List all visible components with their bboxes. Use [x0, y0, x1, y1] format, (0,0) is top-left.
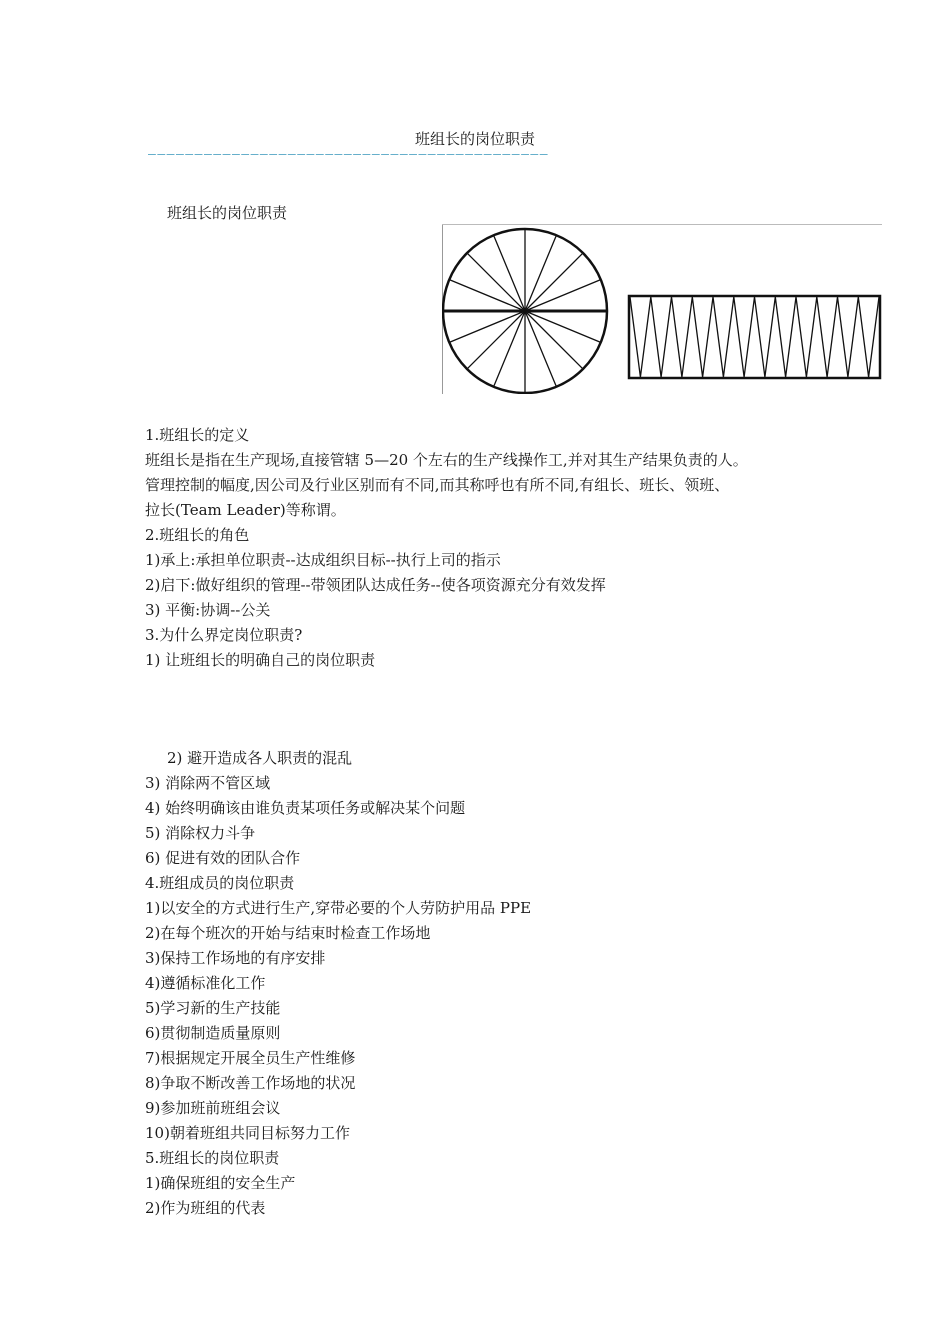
text-line: 3.为什么界定岗位职责? — [145, 626, 303, 644]
content-block-1 — [145, 423, 748, 673]
text-line: 2.班组长的角色 — [145, 526, 250, 544]
spoke-line — [525, 311, 582, 368]
text-line: 9)参加班前班组会议 — [145, 1099, 281, 1117]
text-line: 2)启下:做好组织的管理--带领团队达成任务--使各项资源充分有效发挥 — [145, 576, 606, 594]
text-line: 6) 促进有效的团队合作 — [145, 849, 301, 867]
document-subtitle: 班组长的岗位职责 — [167, 204, 288, 222]
text-line: 10)朝着班组共同目标努力工作 — [145, 1124, 350, 1142]
text-line: 2) 避开造成各人职责的混乱 — [167, 749, 353, 767]
text-line: 1.班组长的定义 — [145, 426, 250, 444]
text-line: 4.班组成员的岗位职责 — [145, 874, 295, 892]
header-divider: ——————————————————————————————————————————— — [148, 147, 550, 162]
content-block-2 — [145, 746, 531, 1221]
text-line: 4)遵循标准化工作 — [145, 974, 266, 992]
text-line: 5)学习新的生产技能 — [145, 999, 281, 1017]
spoke-line — [468, 311, 525, 368]
text-line: 3) 平衡:协调--公关 — [145, 601, 271, 619]
text-line: 班组长是指在生产现场,直接管辖 5—20 个左右的生产线操作工,并对其生产结果负责的人。 — [145, 451, 748, 469]
text-line: 7)根据规定开展全员生产性维修 — [145, 1049, 356, 1067]
text-line: 3)保持工作场地的有序安排 — [145, 949, 326, 967]
text-line: 2)作为班组的代表 — [145, 1199, 266, 1217]
text-line: 拉长(Team Leader)等称谓。 — [145, 501, 346, 519]
diagram-figure — [442, 224, 882, 394]
text-line: 1)承上:承担单位职责--达成组织目标--执行上司的指示 — [145, 551, 501, 569]
text-line: 3) 消除两不管区域 — [145, 774, 271, 792]
text-line: 管理控制的幅度,因公司及行业区别而有不同,而其称呼也有所不同,有组长、班长、领班、 — [145, 476, 730, 494]
zigzag-line — [630, 297, 879, 377]
text-line: 1)确保班组的安全生产 — [145, 1174, 296, 1192]
text-line: 8)争取不断改善工作场地的状况 — [145, 1074, 356, 1092]
spoke-line — [525, 254, 582, 311]
text-line: 1) 让班组长的明确自己的岗位职责 — [145, 651, 376, 669]
page-header-title: 班组长的岗位职责 — [414, 130, 535, 148]
text-line: 4) 始终明确该由谁负责某项任务或解决某个问题 — [145, 799, 466, 817]
text-line: 5) 消除权力斗争 — [145, 824, 256, 842]
text-line: 1)以安全的方式进行生产,穿带必要的个人劳防护用品 PPE — [145, 899, 532, 917]
circle-and-zigzag-diagram — [442, 224, 882, 394]
spoke-line — [468, 254, 525, 311]
text-line: 6)贯彻制造质量原则 — [145, 1024, 281, 1042]
text-line: 5.班组长的岗位职责 — [145, 1149, 280, 1167]
text-line: 2)在每个班次的开始与结束时检查工作场地 — [145, 924, 431, 942]
